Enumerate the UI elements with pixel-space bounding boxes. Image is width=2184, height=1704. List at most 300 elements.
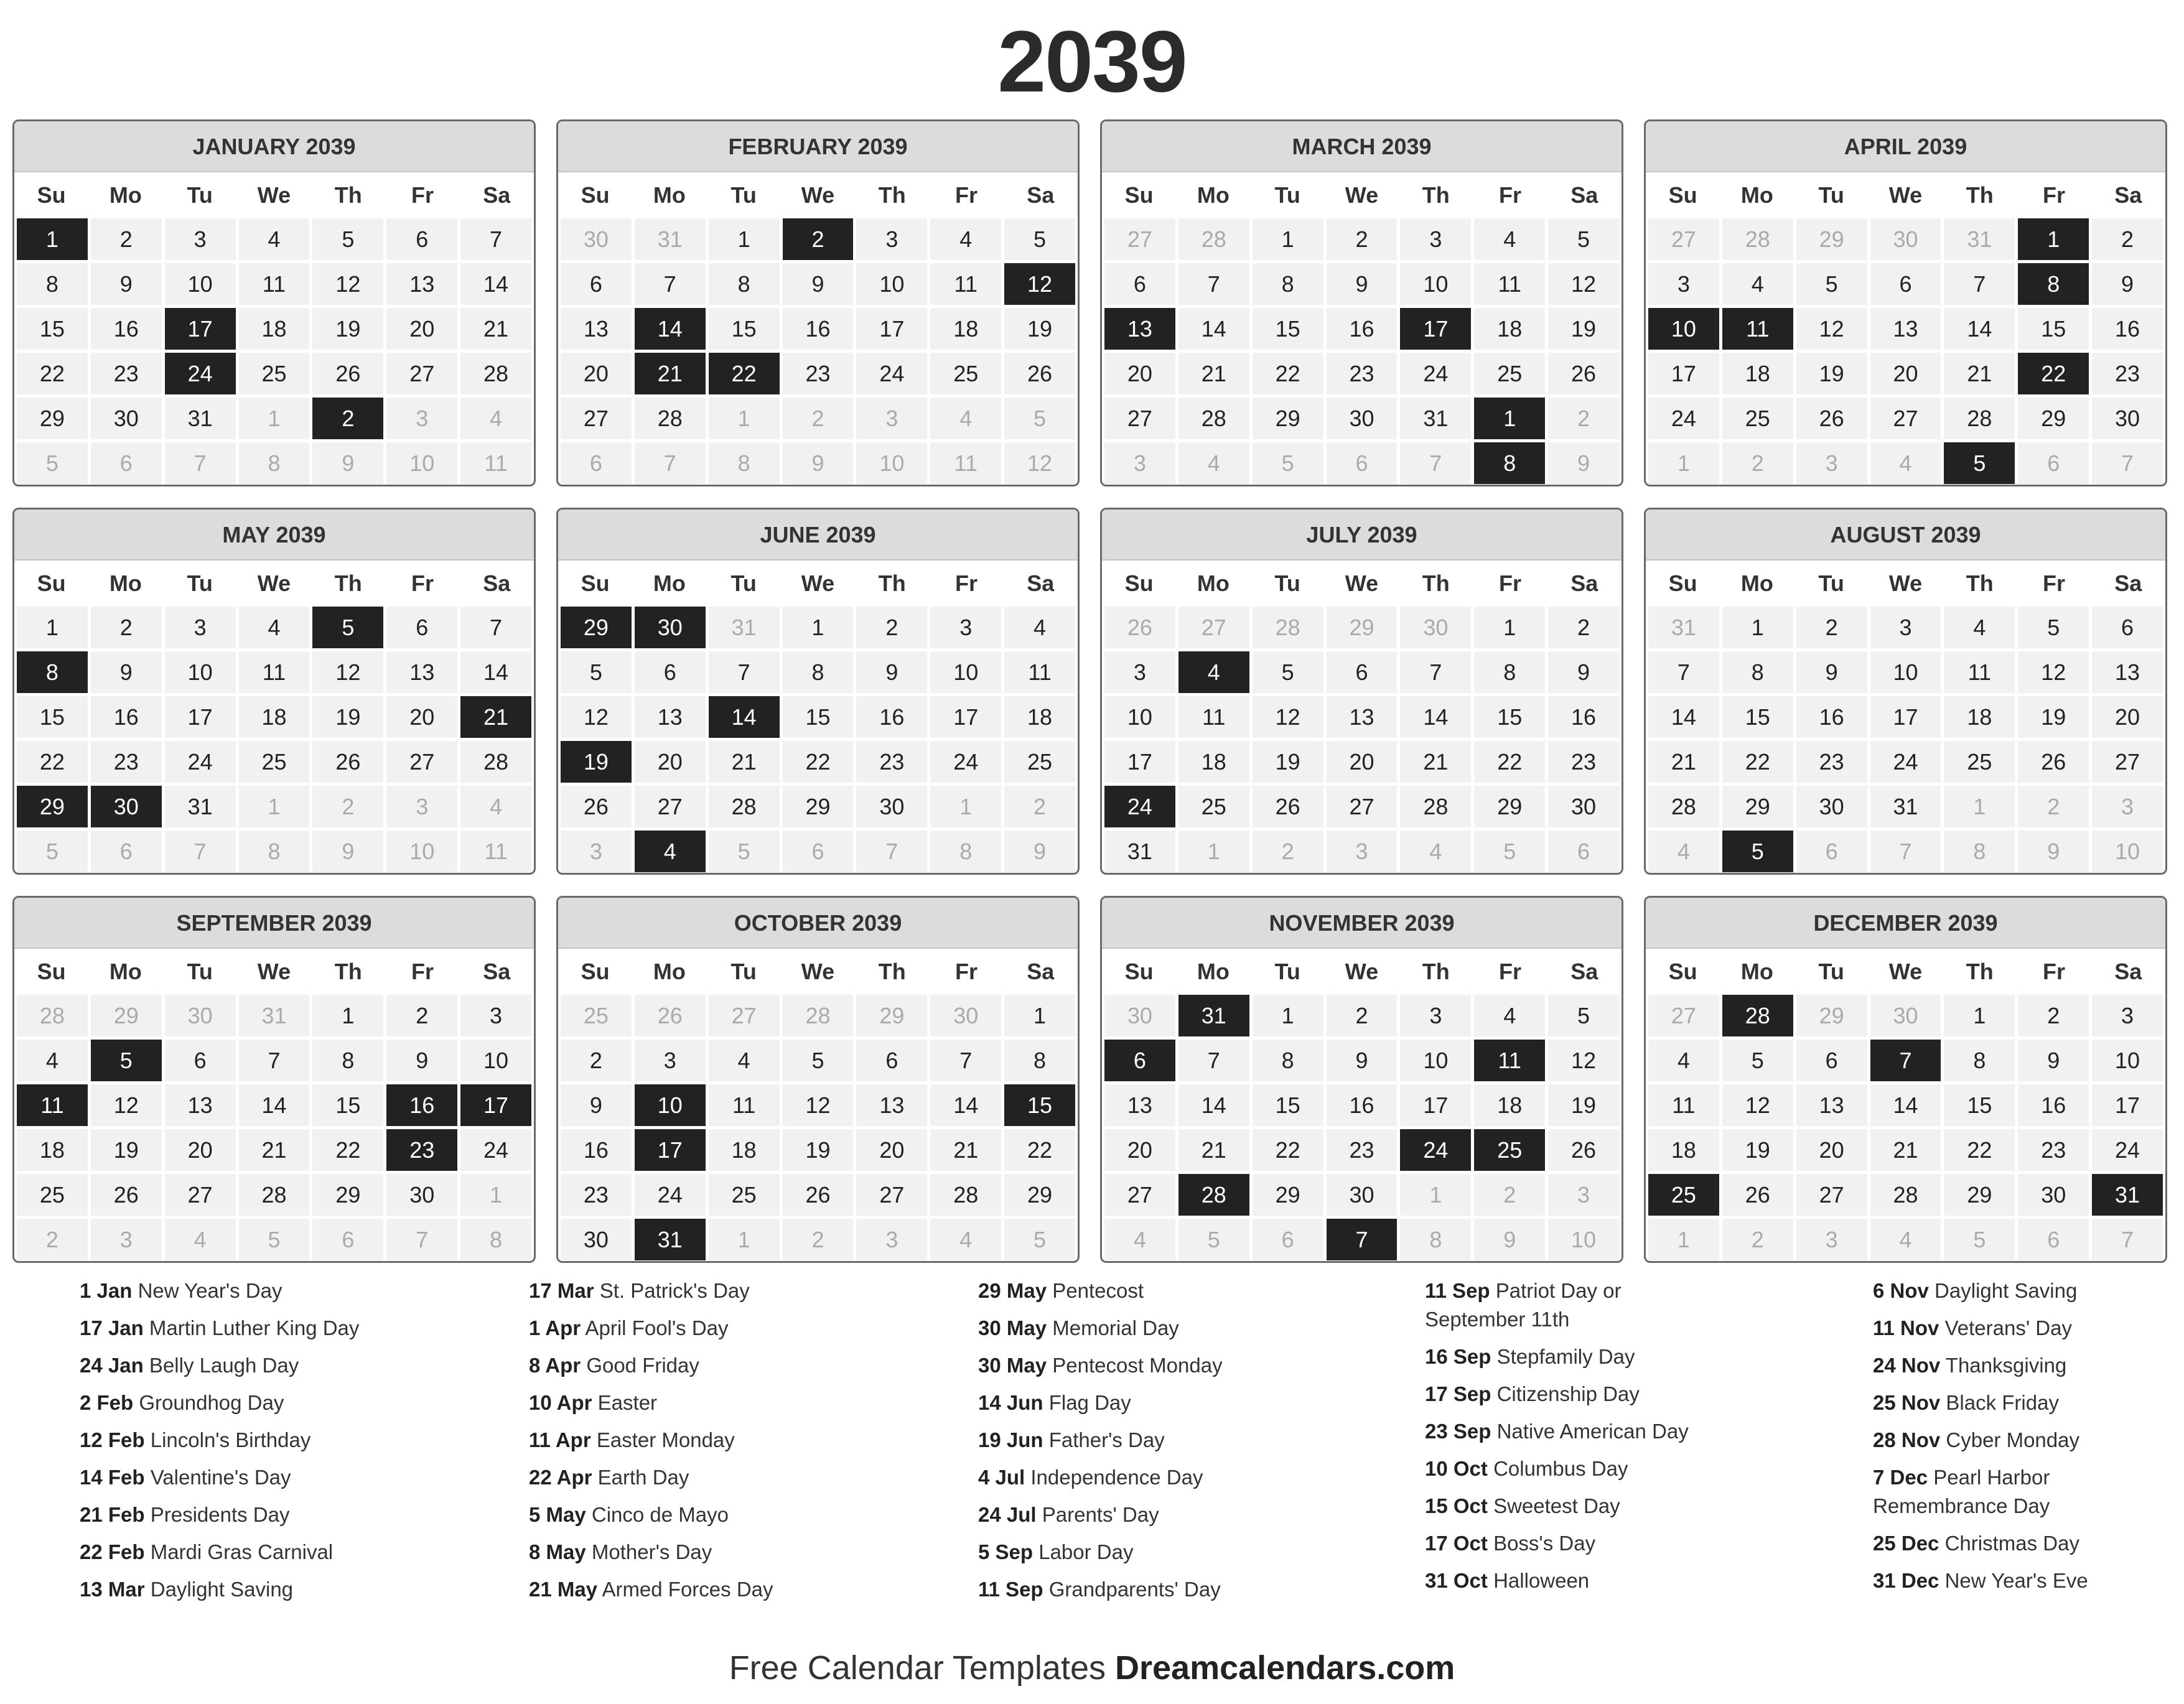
adjacent-month-day-cell[interactable]: 3 — [1796, 1219, 1867, 1260]
day-cell[interactable]: 4 — [930, 218, 1001, 260]
day-cell[interactable]: 18 — [709, 1129, 780, 1171]
holiday-day-cell[interactable]: 1 — [17, 218, 88, 260]
day-cell[interactable]: 14 — [1178, 308, 1249, 350]
day-cell[interactable]: 24 — [2092, 1129, 2163, 1171]
day-cell[interactable]: 10 — [1400, 1040, 1471, 1081]
day-cell[interactable]: 20 — [856, 1129, 927, 1171]
day-cell[interactable]: 27 — [386, 353, 457, 394]
adjacent-month-day-cell[interactable]: 8 — [1400, 1219, 1471, 1260]
day-cell[interactable]: 15 — [2018, 308, 2089, 350]
adjacent-month-day-cell[interactable]: 11 — [930, 442, 1001, 484]
adjacent-month-day-cell[interactable]: 3 — [386, 786, 457, 827]
adjacent-month-day-cell[interactable]: 7 — [1400, 442, 1471, 484]
adjacent-month-day-cell[interactable]: 28 — [783, 995, 854, 1036]
day-cell[interactable]: 3 — [2092, 995, 2163, 1036]
day-cell[interactable]: 22 — [1253, 353, 1323, 394]
holiday-day-cell[interactable]: 11 — [1722, 308, 1793, 350]
holiday-day-cell[interactable]: 23 — [386, 1129, 457, 1171]
adjacent-month-day-cell[interactable]: 1 — [709, 1219, 780, 1260]
day-cell[interactable]: 26 — [783, 1174, 854, 1216]
day-cell[interactable]: 9 — [561, 1084, 632, 1126]
day-cell[interactable]: 12 — [91, 1084, 162, 1126]
day-cell[interactable]: 30 — [561, 1219, 632, 1260]
adjacent-month-day-cell[interactable]: 6 — [91, 831, 162, 872]
day-cell[interactable]: 24 — [856, 353, 927, 394]
day-cell[interactable]: 21 — [1944, 353, 2015, 394]
day-cell[interactable]: 6 — [856, 1040, 927, 1081]
day-cell[interactable]: 16 — [1327, 308, 1398, 350]
adjacent-month-day-cell[interactable]: 29 — [1796, 995, 1867, 1036]
day-cell[interactable]: 6 — [386, 218, 457, 260]
adjacent-month-day-cell[interactable]: 9 — [312, 831, 383, 872]
day-cell[interactable]: 23 — [561, 1174, 632, 1216]
day-cell[interactable]: 31 — [1870, 786, 1941, 827]
day-cell[interactable]: 13 — [386, 651, 457, 693]
holiday-day-cell[interactable]: 24 — [1400, 1129, 1471, 1171]
holiday-day-cell[interactable]: 24 — [165, 353, 236, 394]
adjacent-month-day-cell[interactable]: 29 — [91, 995, 162, 1036]
day-cell[interactable]: 15 — [1474, 696, 1545, 738]
adjacent-month-day-cell[interactable]: 4 — [1104, 1219, 1175, 1260]
day-cell[interactable]: 12 — [561, 696, 632, 738]
holiday-day-cell[interactable]: 15 — [1004, 1084, 1075, 1126]
adjacent-month-day-cell[interactable]: 5 — [1178, 1219, 1249, 1260]
day-cell[interactable]: 28 — [1400, 786, 1471, 827]
day-cell[interactable]: 14 — [1178, 1084, 1249, 1126]
adjacent-month-day-cell[interactable]: 6 — [1796, 831, 1867, 872]
adjacent-month-day-cell[interactable]: 2 — [783, 398, 854, 439]
day-cell[interactable]: 20 — [386, 308, 457, 350]
day-cell[interactable]: 8 — [1253, 263, 1323, 305]
day-cell[interactable]: 13 — [386, 263, 457, 305]
adjacent-month-day-cell[interactable]: 2 — [1548, 398, 1619, 439]
day-cell[interactable]: 14 — [460, 651, 531, 693]
day-cell[interactable]: 31 — [1104, 831, 1175, 872]
day-cell[interactable]: 2 — [91, 218, 162, 260]
day-cell[interactable]: 7 — [460, 607, 531, 648]
day-cell[interactable]: 5 — [1796, 263, 1867, 305]
day-cell[interactable]: 9 — [1548, 651, 1619, 693]
day-cell[interactable]: 3 — [1648, 263, 1719, 305]
day-cell[interactable]: 28 — [930, 1174, 1001, 1216]
day-cell[interactable]: 2 — [1327, 995, 1398, 1036]
day-cell[interactable]: 18 — [1474, 1084, 1545, 1126]
day-cell[interactable]: 10 — [1400, 263, 1471, 305]
adjacent-month-day-cell[interactable]: 1 — [1400, 1174, 1471, 1216]
day-cell[interactable]: 3 — [635, 1040, 706, 1081]
day-cell[interactable]: 22 — [1474, 741, 1545, 783]
day-cell[interactable]: 26 — [1796, 398, 1867, 439]
adjacent-month-day-cell[interactable]: 1 — [1648, 1219, 1719, 1260]
day-cell[interactable]: 26 — [1548, 1129, 1619, 1171]
adjacent-month-day-cell[interactable]: 9 — [2018, 831, 2089, 872]
day-cell[interactable]: 23 — [2092, 353, 2163, 394]
day-cell[interactable]: 19 — [1004, 308, 1075, 350]
holiday-day-cell[interactable]: 10 — [635, 1084, 706, 1126]
adjacent-month-day-cell[interactable]: 9 — [783, 442, 854, 484]
day-cell[interactable]: 14 — [1400, 696, 1471, 738]
adjacent-month-day-cell[interactable]: 4 — [930, 398, 1001, 439]
day-cell[interactable]: 28 — [709, 786, 780, 827]
holiday-day-cell[interactable]: 5 — [91, 1040, 162, 1081]
day-cell[interactable]: 7 — [460, 218, 531, 260]
day-cell[interactable]: 13 — [1870, 308, 1941, 350]
day-cell[interactable]: 11 — [1944, 651, 2015, 693]
adjacent-month-day-cell[interactable]: 11 — [460, 442, 531, 484]
day-cell[interactable]: 15 — [1944, 1084, 2015, 1126]
holiday-day-cell[interactable]: 8 — [17, 651, 88, 693]
day-cell[interactable]: 25 — [1944, 741, 2015, 783]
adjacent-month-day-cell[interactable]: 2 — [1253, 831, 1323, 872]
day-cell[interactable]: 8 — [312, 1040, 383, 1081]
day-cell[interactable]: 1 — [1722, 607, 1793, 648]
day-cell[interactable]: 8 — [783, 651, 854, 693]
day-cell[interactable]: 15 — [1253, 308, 1323, 350]
day-cell[interactable]: 6 — [635, 651, 706, 693]
adjacent-month-day-cell[interactable]: 5 — [17, 442, 88, 484]
day-cell[interactable]: 14 — [1944, 308, 2015, 350]
day-cell[interactable]: 22 — [17, 353, 88, 394]
adjacent-month-day-cell[interactable]: 8 — [1944, 831, 2015, 872]
holiday-day-cell[interactable]: 14 — [635, 308, 706, 350]
day-cell[interactable]: 7 — [1648, 651, 1719, 693]
day-cell[interactable]: 28 — [460, 741, 531, 783]
day-cell[interactable]: 5 — [2018, 607, 2089, 648]
day-cell[interactable]: 26 — [1004, 353, 1075, 394]
day-cell[interactable]: 4 — [1648, 1040, 1719, 1081]
day-cell[interactable]: 17 — [1104, 741, 1175, 783]
holiday-day-cell[interactable]: 29 — [561, 607, 632, 648]
holiday-day-cell[interactable]: 21 — [635, 353, 706, 394]
day-cell[interactable]: 9 — [1327, 263, 1398, 305]
day-cell[interactable]: 13 — [165, 1084, 236, 1126]
adjacent-month-day-cell[interactable]: 30 — [1104, 995, 1175, 1036]
holiday-day-cell[interactable]: 5 — [1944, 442, 2015, 484]
adjacent-month-day-cell[interactable]: 30 — [561, 218, 632, 260]
holiday-day-cell[interactable]: 17 — [165, 308, 236, 350]
day-cell[interactable]: 3 — [930, 607, 1001, 648]
adjacent-month-day-cell[interactable]: 4 — [1870, 1219, 1941, 1260]
day-cell[interactable]: 28 — [1870, 1174, 1941, 1216]
day-cell[interactable]: 10 — [460, 1040, 531, 1081]
day-cell[interactable]: 3 — [1870, 607, 1941, 648]
day-cell[interactable]: 27 — [165, 1174, 236, 1216]
adjacent-month-day-cell[interactable]: 30 — [165, 995, 236, 1036]
adjacent-month-day-cell[interactable]: 9 — [312, 442, 383, 484]
day-cell[interactable]: 7 — [1178, 263, 1249, 305]
day-cell[interactable]: 14 — [1648, 696, 1719, 738]
day-cell[interactable]: 19 — [91, 1129, 162, 1171]
day-cell[interactable]: 10 — [856, 263, 927, 305]
holiday-day-cell[interactable]: 2 — [312, 398, 383, 439]
adjacent-month-day-cell[interactable]: 31 — [1648, 607, 1719, 648]
day-cell[interactable]: 6 — [1327, 651, 1398, 693]
adjacent-month-day-cell[interactable]: 6 — [2018, 1219, 2089, 1260]
day-cell[interactable]: 21 — [1178, 353, 1249, 394]
holiday-day-cell[interactable]: 22 — [709, 353, 780, 394]
day-cell[interactable]: 23 — [1796, 741, 1867, 783]
adjacent-month-day-cell[interactable]: 3 — [856, 1219, 927, 1260]
holiday-day-cell[interactable]: 6 — [1104, 1040, 1175, 1081]
day-cell[interactable]: 12 — [1796, 308, 1867, 350]
adjacent-month-day-cell[interactable]: 8 — [930, 831, 1001, 872]
adjacent-month-day-cell[interactable]: 3 — [91, 1219, 162, 1260]
day-cell[interactable]: 22 — [1722, 741, 1793, 783]
day-cell[interactable]: 25 — [239, 741, 310, 783]
day-cell[interactable]: 16 — [856, 696, 927, 738]
day-cell[interactable]: 13 — [1327, 696, 1398, 738]
day-cell[interactable]: 23 — [783, 353, 854, 394]
holiday-day-cell[interactable]: 25 — [1648, 1174, 1719, 1216]
day-cell[interactable]: 14 — [239, 1084, 310, 1126]
adjacent-month-day-cell[interactable]: 8 — [239, 442, 310, 484]
adjacent-month-day-cell[interactable]: 7 — [2092, 442, 2163, 484]
day-cell[interactable]: 16 — [91, 308, 162, 350]
day-cell[interactable]: 28 — [635, 398, 706, 439]
day-cell[interactable]: 9 — [856, 651, 927, 693]
day-cell[interactable]: 11 — [1004, 651, 1075, 693]
day-cell[interactable]: 4 — [239, 218, 310, 260]
day-cell[interactable]: 31 — [1400, 398, 1471, 439]
adjacent-month-day-cell[interactable]: 3 — [856, 398, 927, 439]
day-cell[interactable]: 6 — [386, 607, 457, 648]
day-cell[interactable]: 20 — [1104, 353, 1175, 394]
day-cell[interactable]: 15 — [1253, 1084, 1323, 1126]
adjacent-month-day-cell[interactable]: 4 — [165, 1219, 236, 1260]
day-cell[interactable]: 3 — [1104, 651, 1175, 693]
day-cell[interactable]: 29 — [1253, 398, 1323, 439]
holiday-day-cell[interactable]: 30 — [635, 607, 706, 648]
day-cell[interactable]: 6 — [2092, 607, 2163, 648]
day-cell[interactable]: 8 — [709, 263, 780, 305]
day-cell[interactable]: 2 — [2018, 995, 2089, 1036]
day-cell[interactable]: 23 — [2018, 1129, 2089, 1171]
day-cell[interactable]: 13 — [561, 308, 632, 350]
day-cell[interactable]: 17 — [1648, 353, 1719, 394]
day-cell[interactable]: 20 — [561, 353, 632, 394]
day-cell[interactable]: 27 — [1796, 1174, 1867, 1216]
holiday-day-cell[interactable]: 10 — [1648, 308, 1719, 350]
day-cell[interactable]: 2 — [386, 995, 457, 1036]
holiday-day-cell[interactable]: 12 — [1004, 263, 1075, 305]
day-cell[interactable]: 23 — [91, 741, 162, 783]
day-cell[interactable]: 27 — [1104, 1174, 1175, 1216]
adjacent-month-day-cell[interactable]: 3 — [1104, 442, 1175, 484]
holiday-day-cell[interactable]: 21 — [460, 696, 531, 738]
day-cell[interactable]: 24 — [1648, 398, 1719, 439]
adjacent-month-day-cell[interactable]: 31 — [709, 607, 780, 648]
day-cell[interactable]: 11 — [1474, 263, 1545, 305]
day-cell[interactable]: 4 — [1722, 263, 1793, 305]
adjacent-month-day-cell[interactable]: 5 — [239, 1219, 310, 1260]
day-cell[interactable]: 10 — [930, 651, 1001, 693]
adjacent-month-day-cell[interactable]: 2 — [2018, 786, 2089, 827]
day-cell[interactable]: 8 — [17, 263, 88, 305]
day-cell[interactable]: 1 — [17, 607, 88, 648]
day-cell[interactable]: 23 — [1327, 353, 1398, 394]
day-cell[interactable]: 1 — [1253, 995, 1323, 1036]
day-cell[interactable]: 9 — [2018, 1040, 2089, 1081]
day-cell[interactable]: 24 — [165, 741, 236, 783]
adjacent-month-day-cell[interactable]: 2 — [1722, 1219, 1793, 1260]
day-cell[interactable]: 3 — [165, 607, 236, 648]
holiday-day-cell[interactable]: 31 — [2092, 1174, 2163, 1216]
day-cell[interactable]: 12 — [2018, 651, 2089, 693]
adjacent-month-day-cell[interactable]: 6 — [783, 831, 854, 872]
day-cell[interactable]: 6 — [1870, 263, 1941, 305]
day-cell[interactable]: 1 — [709, 218, 780, 260]
day-cell[interactable]: 16 — [1796, 696, 1867, 738]
day-cell[interactable]: 9 — [1327, 1040, 1398, 1081]
adjacent-month-day-cell[interactable]: 1 — [709, 398, 780, 439]
day-cell[interactable]: 20 — [2092, 696, 2163, 738]
day-cell[interactable]: 3 — [1400, 995, 1471, 1036]
footer-brand[interactable]: Dreamcalendars.com — [1115, 1649, 1455, 1687]
day-cell[interactable]: 22 — [1253, 1129, 1323, 1171]
day-cell[interactable]: 25 — [17, 1174, 88, 1216]
adjacent-month-day-cell[interactable]: 6 — [312, 1219, 383, 1260]
day-cell[interactable]: 26 — [1548, 353, 1619, 394]
adjacent-month-day-cell[interactable]: 2 — [1722, 442, 1793, 484]
day-cell[interactable]: 2 — [1796, 607, 1867, 648]
adjacent-month-day-cell[interactable]: 27 — [1648, 218, 1719, 260]
day-cell[interactable]: 22 — [17, 741, 88, 783]
adjacent-month-day-cell[interactable]: 2 — [1474, 1174, 1545, 1216]
day-cell[interactable]: 1 — [1004, 995, 1075, 1036]
adjacent-month-day-cell[interactable]: 29 — [1796, 218, 1867, 260]
day-cell[interactable]: 9 — [91, 263, 162, 305]
day-cell[interactable]: 4 — [1474, 218, 1545, 260]
day-cell[interactable]: 19 — [312, 308, 383, 350]
day-cell[interactable]: 21 — [709, 741, 780, 783]
day-cell[interactable]: 27 — [2092, 741, 2163, 783]
day-cell[interactable]: 18 — [930, 308, 1001, 350]
adjacent-month-day-cell[interactable]: 7 — [1870, 831, 1941, 872]
adjacent-month-day-cell[interactable]: 12 — [1004, 442, 1075, 484]
adjacent-month-day-cell[interactable]: 1 — [1944, 786, 2015, 827]
adjacent-month-day-cell[interactable]: 7 — [856, 831, 927, 872]
adjacent-month-day-cell[interactable]: 1 — [460, 1174, 531, 1216]
day-cell[interactable]: 19 — [1796, 353, 1867, 394]
day-cell[interactable]: 25 — [1178, 786, 1249, 827]
day-cell[interactable]: 19 — [2018, 696, 2089, 738]
day-cell[interactable]: 28 — [1178, 398, 1249, 439]
day-cell[interactable]: 8 — [1253, 1040, 1323, 1081]
day-cell[interactable]: 27 — [1327, 786, 1398, 827]
adjacent-month-day-cell[interactable]: 9 — [1548, 442, 1619, 484]
adjacent-month-day-cell[interactable]: 28 — [1253, 607, 1323, 648]
adjacent-month-day-cell[interactable]: 30 — [1870, 218, 1941, 260]
day-cell[interactable]: 12 — [783, 1084, 854, 1126]
day-cell[interactable]: 2 — [1548, 607, 1619, 648]
day-cell[interactable]: 29 — [1722, 786, 1793, 827]
day-cell[interactable]: 8 — [1474, 651, 1545, 693]
adjacent-month-day-cell[interactable]: 11 — [460, 831, 531, 872]
adjacent-month-day-cell[interactable]: 10 — [2092, 831, 2163, 872]
day-cell[interactable]: 5 — [1004, 218, 1075, 260]
adjacent-month-day-cell[interactable]: 31 — [239, 995, 310, 1036]
day-cell[interactable]: 2 — [2092, 218, 2163, 260]
day-cell[interactable]: 3 — [165, 218, 236, 260]
day-cell[interactable]: 25 — [1474, 353, 1545, 394]
day-cell[interactable]: 21 — [1400, 741, 1471, 783]
day-cell[interactable]: 20 — [1104, 1129, 1175, 1171]
day-cell[interactable]: 19 — [1722, 1129, 1793, 1171]
adjacent-month-day-cell[interactable]: 8 — [239, 831, 310, 872]
day-cell[interactable]: 14 — [930, 1084, 1001, 1126]
holiday-day-cell[interactable]: 8 — [1474, 442, 1545, 484]
day-cell[interactable]: 27 — [635, 786, 706, 827]
holiday-day-cell[interactable]: 17 — [1400, 308, 1471, 350]
day-cell[interactable]: 21 — [1870, 1129, 1941, 1171]
day-cell[interactable]: 11 — [709, 1084, 780, 1126]
day-cell[interactable]: 24 — [1400, 353, 1471, 394]
day-cell[interactable]: 4 — [1944, 607, 2015, 648]
adjacent-month-day-cell[interactable]: 1 — [1648, 442, 1719, 484]
adjacent-month-day-cell[interactable]: 1 — [239, 786, 310, 827]
day-cell[interactable]: 14 — [1870, 1084, 1941, 1126]
day-cell[interactable]: 8 — [1722, 651, 1793, 693]
day-cell[interactable]: 3 — [460, 995, 531, 1036]
day-cell[interactable]: 18 — [1944, 696, 2015, 738]
day-cell[interactable]: 4 — [239, 607, 310, 648]
adjacent-month-day-cell[interactable]: 31 — [1944, 218, 2015, 260]
day-cell[interactable]: 16 — [2018, 1084, 2089, 1126]
day-cell[interactable]: 5 — [561, 651, 632, 693]
adjacent-month-day-cell[interactable]: 5 — [1944, 1219, 2015, 1260]
holiday-day-cell[interactable]: 7 — [1870, 1040, 1941, 1081]
holiday-day-cell[interactable]: 24 — [1104, 786, 1175, 827]
day-cell[interactable]: 21 — [1648, 741, 1719, 783]
day-cell[interactable]: 22 — [312, 1129, 383, 1171]
day-cell[interactable]: 25 — [239, 353, 310, 394]
holiday-day-cell[interactable]: 13 — [1104, 308, 1175, 350]
adjacent-month-day-cell[interactable]: 10 — [386, 442, 457, 484]
day-cell[interactable]: 30 — [1327, 1174, 1398, 1216]
adjacent-month-day-cell[interactable]: 4 — [1178, 442, 1249, 484]
adjacent-month-day-cell[interactable]: 6 — [1327, 442, 1398, 484]
day-cell[interactable]: 30 — [1796, 786, 1867, 827]
day-cell[interactable]: 8 — [1944, 1040, 2015, 1081]
adjacent-month-day-cell[interactable]: 29 — [1327, 607, 1398, 648]
day-cell[interactable]: 12 — [1722, 1084, 1793, 1126]
day-cell[interactable]: 5 — [783, 1040, 854, 1081]
day-cell[interactable]: 7 — [1178, 1040, 1249, 1081]
adjacent-month-day-cell[interactable]: 27 — [1648, 995, 1719, 1036]
day-cell[interactable]: 18 — [1474, 308, 1545, 350]
day-cell[interactable]: 5 — [1548, 218, 1619, 260]
day-cell[interactable]: 26 — [312, 741, 383, 783]
day-cell[interactable]: 1 — [1944, 995, 2015, 1036]
day-cell[interactable]: 16 — [1327, 1084, 1398, 1126]
day-cell[interactable]: 25 — [1004, 741, 1075, 783]
day-cell[interactable]: 19 — [1548, 308, 1619, 350]
adjacent-month-day-cell[interactable]: 10 — [856, 442, 927, 484]
holiday-day-cell[interactable]: 5 — [1722, 831, 1793, 872]
holiday-day-cell[interactable]: 22 — [2018, 353, 2089, 394]
holiday-day-cell[interactable]: 1 — [2018, 218, 2089, 260]
day-cell[interactable]: 6 — [1796, 1040, 1867, 1081]
adjacent-month-day-cell[interactable]: 7 — [165, 442, 236, 484]
day-cell[interactable]: 17 — [2092, 1084, 2163, 1126]
day-cell[interactable]: 17 — [1400, 1084, 1471, 1126]
day-cell[interactable]: 16 — [1548, 696, 1619, 738]
adjacent-month-day-cell[interactable]: 4 — [930, 1219, 1001, 1260]
holiday-day-cell[interactable]: 16 — [386, 1084, 457, 1126]
adjacent-month-day-cell[interactable]: 28 — [1722, 218, 1793, 260]
day-cell[interactable]: 30 — [856, 786, 927, 827]
adjacent-month-day-cell[interactable]: 8 — [460, 1219, 531, 1260]
